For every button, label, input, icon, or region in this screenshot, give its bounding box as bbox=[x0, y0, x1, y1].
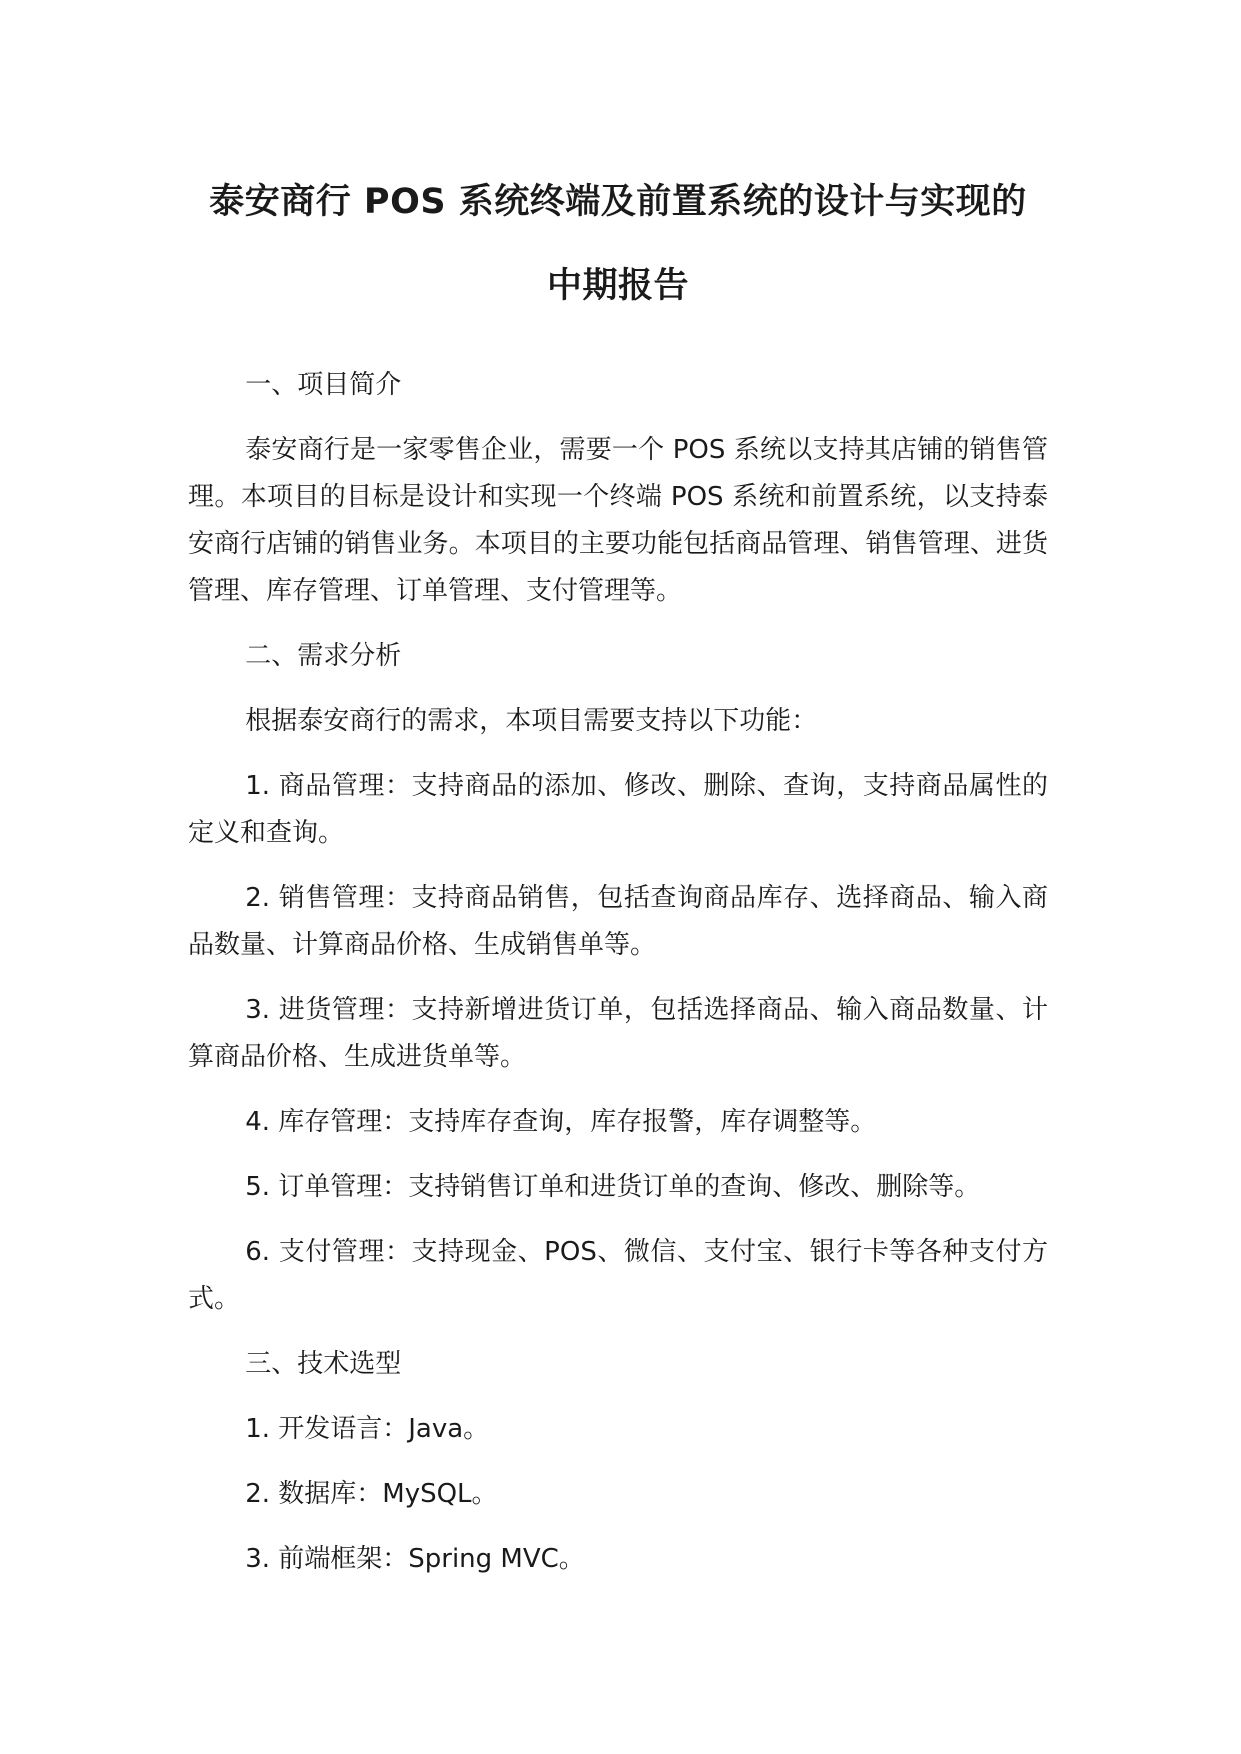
tech-item-2: 2. 数据库：MySQL。 bbox=[245, 1479, 498, 1509]
requirement-item-6: 6. 支付管理：支持现金、POS、微信、支付宝、银行卡等各种支付方式。 bbox=[188, 1237, 1048, 1314]
requirement-item-2: 2. 销售管理：支持商品销售，包括查询商品库存、选择商品、输入商品数量、计算商品价格、生成销售单等。 bbox=[188, 883, 1048, 960]
tech-item-1: 1. 开发语言：Java。 bbox=[245, 1414, 490, 1444]
document-body bbox=[188, 362, 1048, 1583]
document-page bbox=[188, 160, 1048, 1601]
title-line-2: 中期报告 bbox=[546, 266, 689, 306]
paragraph-intro: 泰安商行是一家零售企业，需要一个 POS 系统以支持其店铺的销售管理。本项目的目标是设计和实现一个终端 POS 系统和前置系统，以支持泰安商行店铺的销售业务。本项目的主要功能包括商品管理、销售管理、进货管理、库存管理、订单管理、支付管理等。 bbox=[188, 435, 1048, 606]
requirement-item-1: 1. 商品管理：支持商品的添加、修改、删除、查询，支持商品属性的定义和查询。 bbox=[188, 771, 1048, 848]
document-title bbox=[188, 160, 1048, 328]
section-heading-intro: 一、项目简介 bbox=[245, 370, 402, 400]
title-line-1: 泰安商行 POS 系统终端及前置系统的设计与实现的 bbox=[209, 182, 1027, 222]
paragraph-requirements-lead: 根据泰安商行的需求，本项目需要支持以下功能： bbox=[245, 706, 818, 736]
tech-item-3: 3. 前端框架：Spring MVC。 bbox=[245, 1544, 585, 1574]
requirement-item-4: 4. 库存管理：支持库存查询，库存报警，库存调整等。 bbox=[245, 1107, 877, 1137]
section-heading-requirements: 二、需求分析 bbox=[245, 641, 402, 671]
requirement-item-3: 3. 进货管理：支持新增进货订单，包括选择商品、输入商品数量、计算商品价格、生成进货单等。 bbox=[188, 995, 1048, 1072]
requirement-item-5: 5. 订单管理：支持销售订单和进货订单的查询、修改、删除等。 bbox=[245, 1172, 981, 1202]
section-heading-tech: 三、技术选型 bbox=[245, 1349, 402, 1379]
